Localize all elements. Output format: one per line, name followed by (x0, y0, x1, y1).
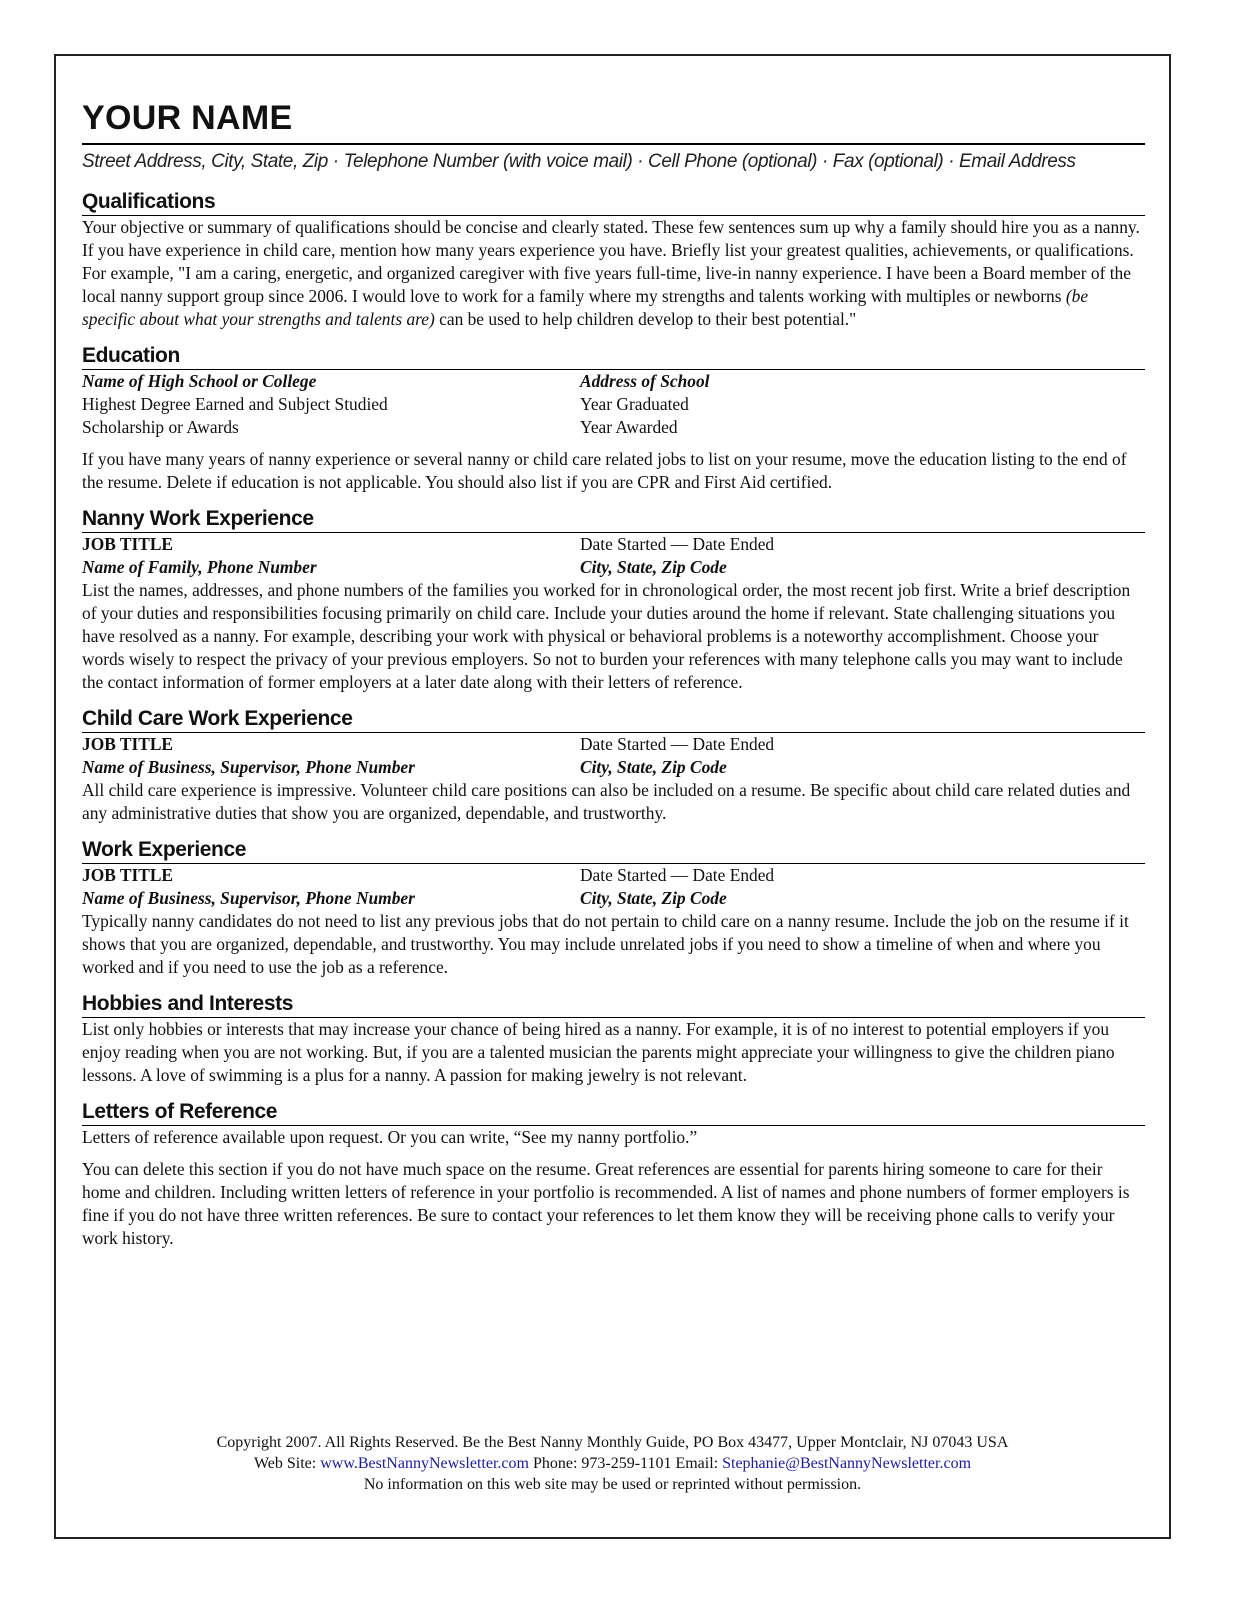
job-location: City, State, Zip Code (580, 757, 727, 777)
website-link[interactable]: www.BestNannyNewsletter.com (320, 1455, 529, 1472)
job-dates: Date Started — Date Ended (580, 734, 775, 754)
job-employer: Name of Family, Phone Number (82, 557, 317, 577)
section-work-experience (82, 837, 1145, 979)
section-education (82, 343, 1145, 494)
education-row (82, 393, 1145, 416)
job-title: JOB TITLE (82, 534, 174, 554)
job-dates: Date Started — Date Ended (580, 534, 775, 554)
footer-phone: Phone: 973-259-1101 Email: (528, 1455, 723, 1472)
section-hobbies (82, 991, 1145, 1087)
job-row (82, 533, 1145, 556)
section-heading: Nanny Work Experience (82, 506, 1145, 533)
footer (54, 1432, 1171, 1495)
contact-line: Street Address, City, State, Zip · Telephone Number (with voice mail) · Cell Phone (optional) · Fax (optional) · Email Address (82, 151, 1076, 172)
nanny-experience-text: List the names, addresses, and phone numbers of the families you worked for in chronological order, the most recent job first. Write a brief description of your duties and responsibilities focusing primarily on child care. Include your duties around the home if relevant. State challenging situations you have resolved as a nanny. For example, describing your work with physical or behavioral problems is a noteworthy accomplishment. Choose your words wisely to respect the privacy of your previous employers. So not to burden your references with many telephone calls you may want to include the contact information of former employers at a later date along with their letters of reference. (82, 580, 1131, 692)
job-location: City, State, Zip Code (580, 888, 727, 908)
footer-notice: No information on this web site may be used or reprinted without permission. (363, 1476, 862, 1493)
school-name: Name of High School or College (82, 371, 317, 391)
job-row (82, 887, 1145, 910)
year-graduated: Year Graduated (580, 394, 689, 414)
education-note: If you have many years of nanny experience or several nanny or child care related jobs to list on your resume, move the education listing to the end of the resume. Delete if education is not applicable. You should also list if you are CPR and First Aid certified. (82, 449, 1127, 492)
job-employer: Name of Business, Supervisor, Phone Number (82, 757, 415, 777)
job-employer: Name of Business, Supervisor, Phone Number (82, 888, 415, 908)
job-dates: Date Started — Date Ended (580, 865, 775, 885)
section-heading: Qualifications (82, 189, 1145, 216)
section-references (82, 1099, 1145, 1250)
section-qualifications (82, 189, 1145, 331)
job-title: JOB TITLE (82, 865, 174, 885)
job-row (82, 864, 1145, 887)
job-title: JOB TITLE (82, 734, 174, 754)
resume-body (82, 96, 1145, 1262)
section-heading: Work Experience (82, 837, 1145, 864)
footer-contact (54, 1453, 1171, 1474)
qualifications-text-a: Your objective or summary of qualifications should be concise and clearly stated. These few sentences sum up why a family should hire you as a nanny. If you have experience in child care, mention how many years experience you have. Briefly list your greatest qualities, achievements, or qualifications. For example, "I am a caring, energetic, and organized caregiver with five years full-time, live-in nanny experience. I have been a Board member of the local nanny support group since 2006. I would love to work for a family where my strengths and talents working with multiples or newborns (82, 217, 1140, 306)
qualifications-text (82, 216, 1145, 331)
section-childcare-experience (82, 706, 1145, 825)
year-awarded: Year Awarded (580, 417, 678, 437)
section-heading: Child Care Work Experience (82, 706, 1145, 733)
job-row (82, 556, 1145, 579)
footer-website-label: Web Site: (253, 1455, 321, 1472)
qualifications-text-italic: (be specific about what your strengths and talents are) (82, 286, 1089, 329)
section-nanny-experience (82, 506, 1145, 694)
degree: Highest Degree Earned and Subject Studied (82, 394, 388, 414)
education-row (82, 370, 1145, 393)
awards: Scholarship or Awards (82, 417, 239, 437)
education-row (82, 416, 1145, 439)
job-row (82, 756, 1145, 779)
references-text-2: You can delete this section if you do not have much space on the resume. Great references are essential for parents hiring someone to care for their home and children. Including written letters of reference in your portfolio is recommended. A list of names and phone numbers of former employers is fine if you do not have three written references. Be sure to contact your references to let them know they will be receiving phone calls to verify your work history. (82, 1159, 1130, 1248)
qualifications-text-b: can be used to help children develop to their best potential." (434, 309, 857, 329)
references-text-1: Letters of reference available upon request. Or you can write, “See my nanny portfolio.” (82, 1127, 698, 1147)
work-experience-text: Typically nanny candidates do not need to list any previous jobs that do not pertain to child care on a nanny resume. Include the job on the resume if it shows that you are organized, dependable, and trustworthy. You may include unrelated jobs if you need to show a timeline of when and where you worked and if you need to use the job as a reference. (82, 911, 1129, 977)
school-address: Address of School (580, 371, 710, 391)
footer-copyright: Copyright 2007. All Rights Reserved. Be the Best Nanny Monthly Guide, PO Box 43477, Upper Montclair, NJ 07043 USA (216, 1434, 1009, 1451)
section-heading: Hobbies and Interests (82, 991, 1145, 1018)
job-row (82, 733, 1145, 756)
section-heading: Education (82, 343, 1145, 370)
resume-name: YOUR NAME (82, 96, 1145, 145)
childcare-experience-text: All child care experience is impressive. Volunteer child care positions can also be included on a resume. Be specific about child care related duties and any administrative duties that show you are organized, dependable, and trustworthy. (82, 780, 1131, 823)
email-link[interactable]: Stephanie@BestNannyNewsletter.com (722, 1455, 972, 1472)
section-heading: Letters of Reference (82, 1099, 1145, 1126)
hobbies-text: List only hobbies or interests that may increase your chance of being hired as a nanny. For example, it is of no interest to potential employers if you enjoy reading when you are not working. But, if you are a talented musician the parents might appreciate your willingness to give the children piano lessons. A love of swimming is a plus for a nanny. A passion for making jewelry is not relevant. (82, 1019, 1115, 1085)
job-location: City, State, Zip Code (580, 557, 727, 577)
